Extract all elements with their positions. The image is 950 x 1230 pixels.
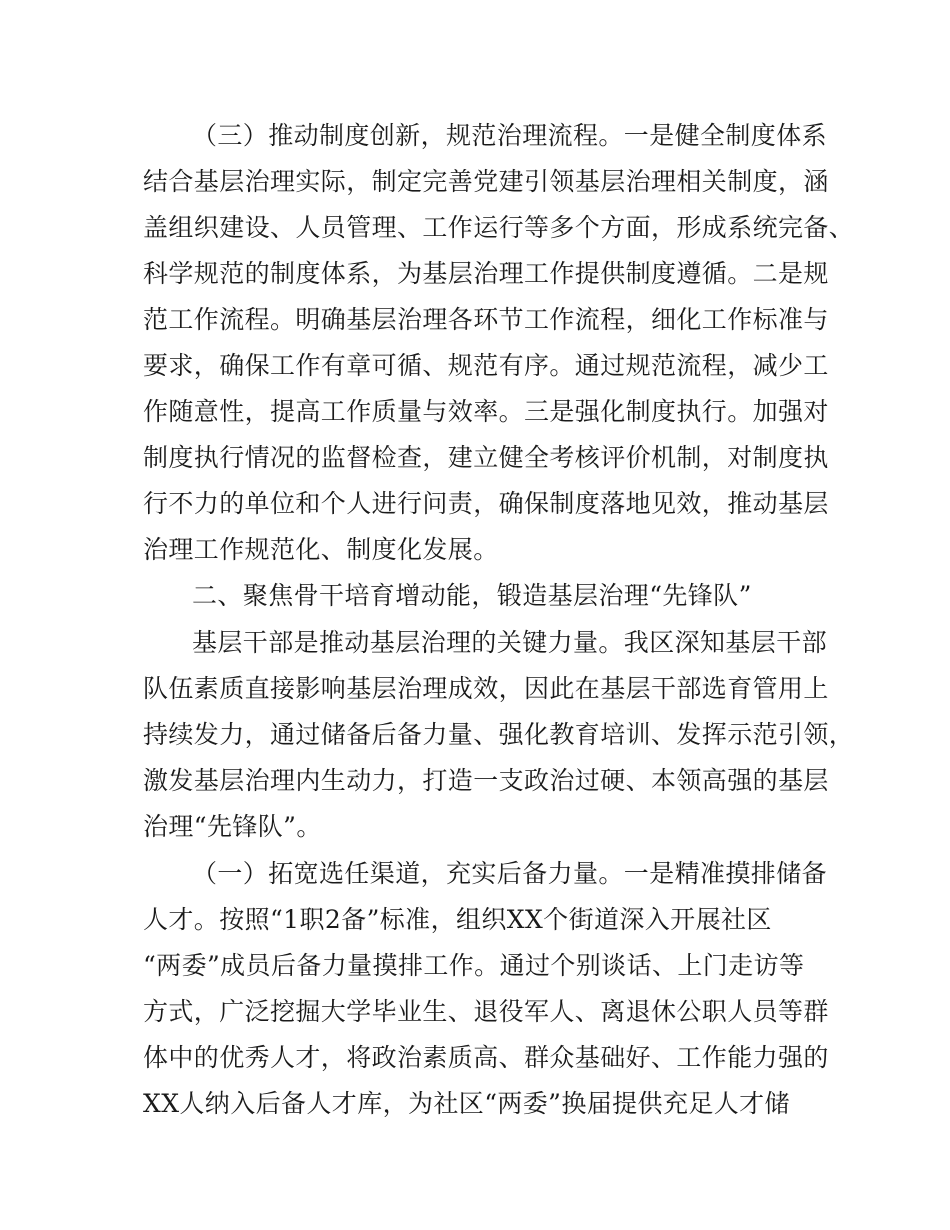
paragraph-line: 结合基层治理实际，制定完善党建引领基层治理相关制度，涵 — [143, 167, 829, 196]
paragraph-line: 体中的优秀人才，将政治素质高、群众基础好、工作能力强的 — [143, 1043, 829, 1072]
paragraph-line: 作随意性，提高工作质量与效率。三是强化制度执行。加强对 — [143, 397, 829, 426]
paragraph-line: 持续发力，通过储备后备力量、强化教育培训、发挥示范引领， — [143, 720, 855, 749]
paragraph-line: XX人纳入后备人才库，为社区“两委”换届提供充足人才储 — [143, 1089, 790, 1118]
paragraph-line: 队伍素质直接影响基层治理成效，因此在基层干部选育管用上 — [143, 674, 829, 703]
paragraph-first-line: 基层干部是推动基层治理的关键力量。我区深知基层干部 — [192, 628, 828, 657]
paragraph-line: 盖组织建设、人员管理、工作运行等多个方面，形成系统完备、 — [143, 213, 855, 242]
section-heading-2: 二、聚焦骨干培育增动能，锻造基层治理“先锋队” — [192, 581, 752, 610]
paragraph-line: 科学规范的制度体系，为基层治理工作提供制度遵循。二是规 — [143, 259, 829, 288]
paragraph-line: 治理工作规范化、制度化发展。 — [143, 535, 499, 564]
paragraph-line: 制度执行情况的监督检查，建立健全考核评价机制，对制度执 — [143, 443, 829, 472]
paragraph-line: 人才。按照“1职2备”标准，组织XX个街道深入开展社区 — [143, 905, 772, 934]
paragraph-line: 治理“先锋队”。 — [143, 812, 322, 841]
section-heading-3: （三）推动制度创新，规范治理流程。一是健全制度体系 — [192, 121, 828, 150]
paragraph-line: 要求，确保工作有章可循、规范有序。通过规范流程，减少工 — [143, 351, 829, 380]
paragraph-line: 方式，广泛挖掘大学毕业生、退役军人、离退休公职人员等群 — [143, 997, 829, 1026]
section-heading-1: （一）拓宽选任渠道，充实后备力量。一是精准摸排储备 — [192, 859, 828, 888]
paragraph-line: 范工作流程。明确基层治理各环节工作流程，细化工作标准与 — [143, 305, 829, 334]
paragraph-line: 行不力的单位和个人进行问责，确保制度落地见效，推动基层 — [143, 489, 829, 518]
paragraph-line: “两委”成员后备力量摸排工作。通过个别谈话、上门走访等 — [143, 951, 805, 980]
paragraph-line: 激发基层治理内生动力，打造一支政治过硬、本领高强的基层 — [143, 766, 829, 795]
